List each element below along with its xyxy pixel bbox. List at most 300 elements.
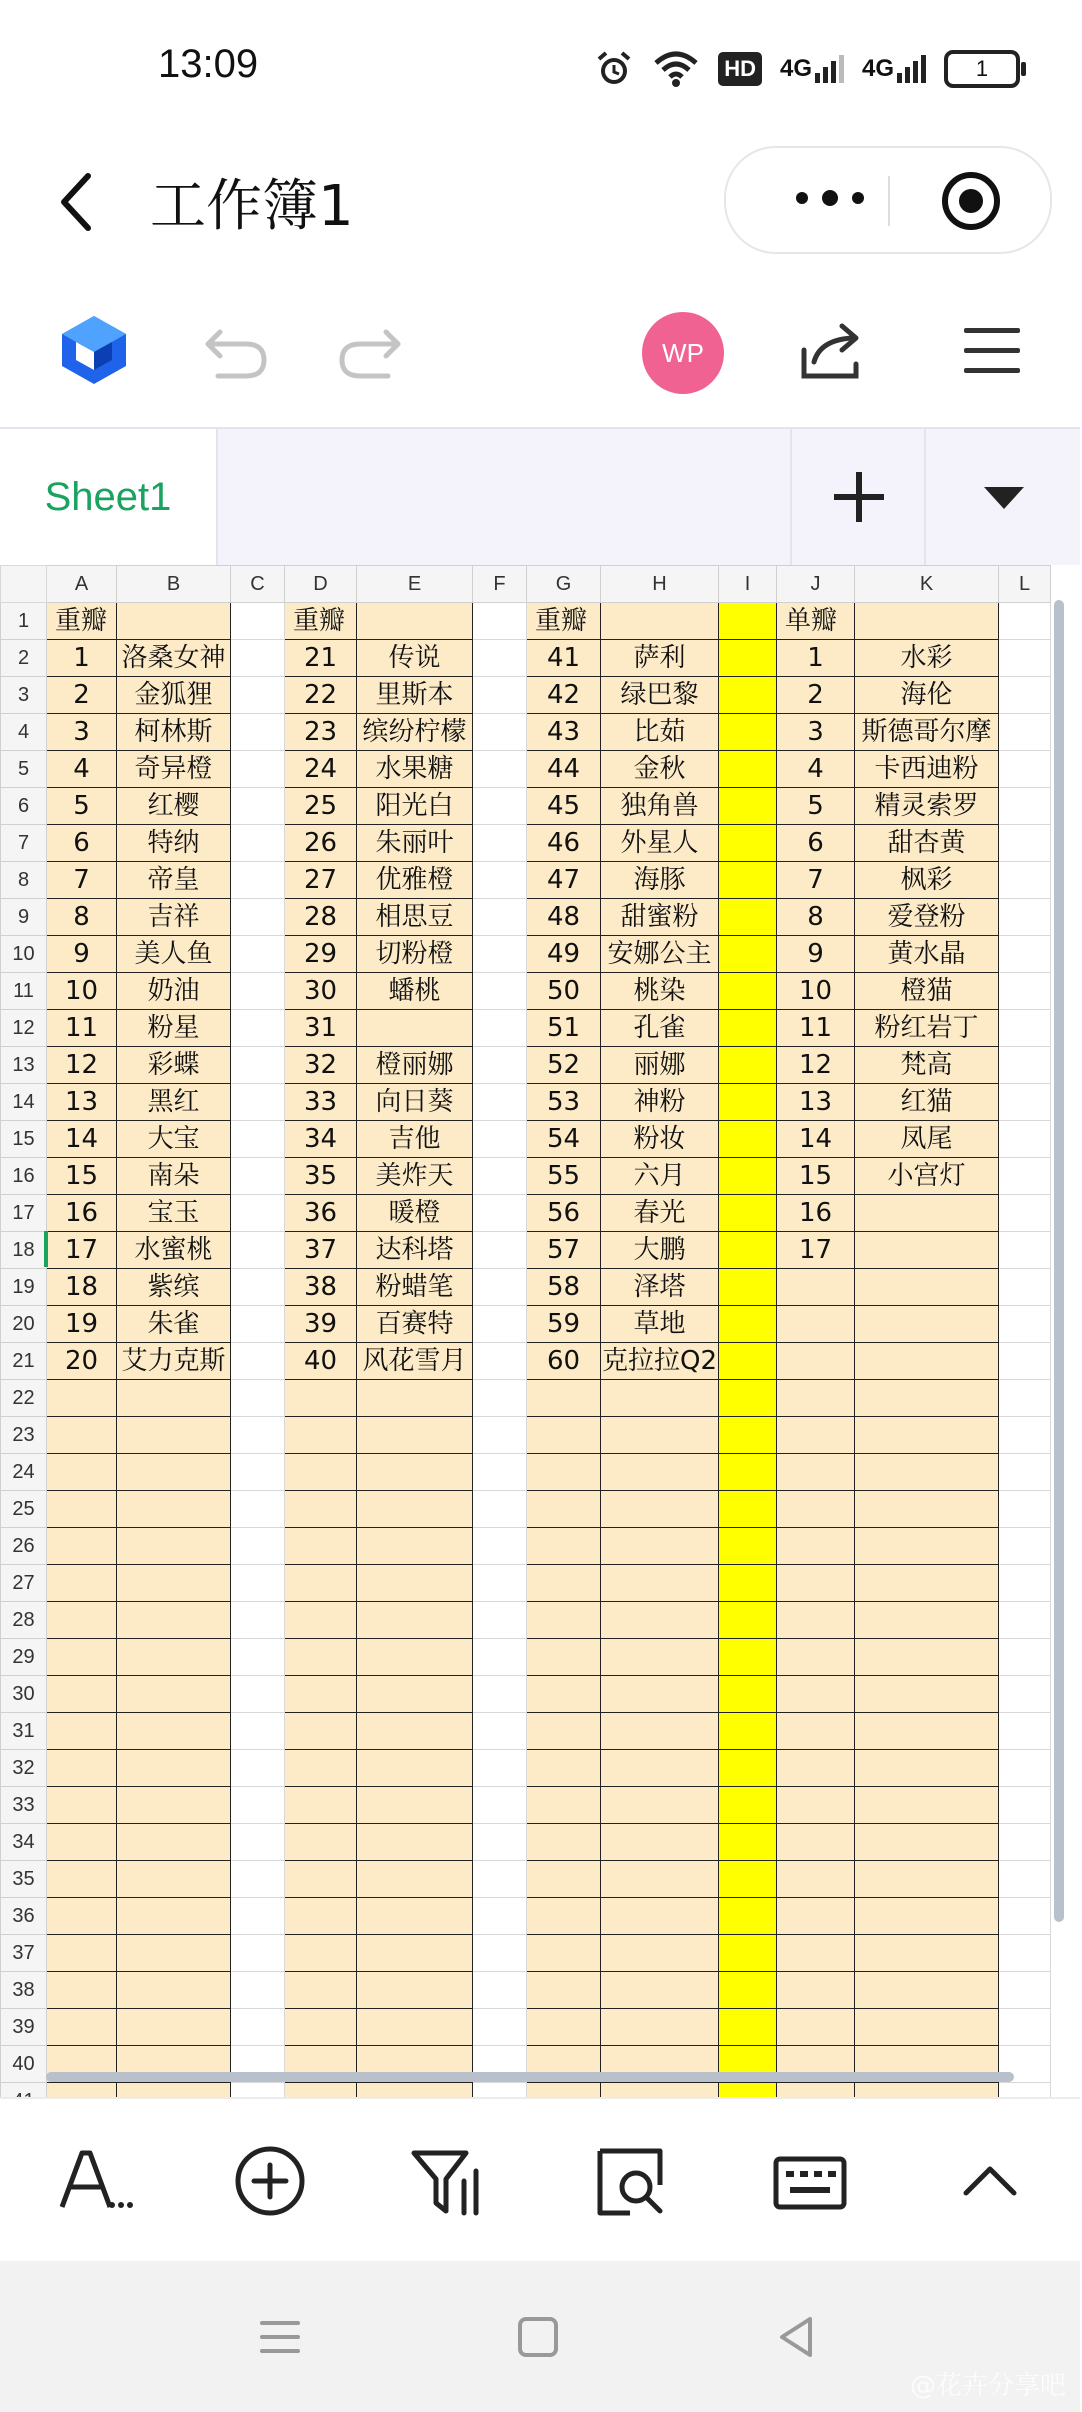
sheet-cell[interactable]: 6 bbox=[47, 825, 117, 862]
row-number[interactable]: 15 bbox=[1, 1121, 47, 1158]
sheet-cell[interactable] bbox=[357, 1454, 473, 1491]
sheet-cell[interactable]: 安娜公主 bbox=[601, 936, 719, 973]
sheet-cell[interactable]: 48 bbox=[527, 899, 601, 936]
sheet-cell[interactable] bbox=[777, 1972, 855, 2009]
row-number[interactable]: 24 bbox=[1, 1454, 47, 1491]
sheet-cell[interactable]: 60 bbox=[527, 1343, 601, 1380]
sheet-cell[interactable]: 10 bbox=[47, 973, 117, 1010]
row-number[interactable]: 21 bbox=[1, 1343, 47, 1380]
sheet-cell[interactable] bbox=[719, 1269, 777, 1306]
sheet-cell[interactable] bbox=[285, 1787, 357, 1824]
sheet-cell[interactable] bbox=[473, 973, 527, 1010]
sheet-cell[interactable] bbox=[601, 2009, 719, 2046]
sheet-cell[interactable]: 单瓣 bbox=[777, 603, 855, 640]
sheet-cell[interactable]: 紫缤 bbox=[117, 1269, 231, 1306]
sheet-cell[interactable]: 宝玉 bbox=[117, 1195, 231, 1232]
row-number[interactable]: 36 bbox=[1, 1898, 47, 1935]
sheet-cell[interactable] bbox=[285, 1639, 357, 1676]
row-number[interactable]: 37 bbox=[1, 1935, 47, 1972]
sheet-cell[interactable] bbox=[601, 1639, 719, 1676]
sheet-cell[interactable] bbox=[473, 825, 527, 862]
row-number[interactable]: 13 bbox=[1, 1047, 47, 1084]
sheet-cell[interactable] bbox=[601, 1787, 719, 1824]
sheet-cell[interactable] bbox=[357, 1750, 473, 1787]
sheet-cell[interactable] bbox=[999, 1602, 1051, 1639]
plus-circle-icon[interactable] bbox=[230, 2141, 310, 2221]
row-number[interactable]: 22 bbox=[1, 1380, 47, 1417]
sheet-cell[interactable] bbox=[855, 1602, 999, 1639]
sheet-cell[interactable] bbox=[527, 1824, 601, 1861]
sheet-cell[interactable] bbox=[117, 1713, 231, 1750]
sheet-cell[interactable] bbox=[117, 1639, 231, 1676]
sheet-cell[interactable]: 重瓣 bbox=[47, 603, 117, 640]
sheet-cell[interactable] bbox=[285, 1861, 357, 1898]
row-number[interactable]: 18 bbox=[1, 1232, 47, 1269]
sheet-cell[interactable] bbox=[231, 1010, 285, 1047]
sheet-cell[interactable] bbox=[719, 1047, 777, 1084]
sheet-cell[interactable] bbox=[777, 1454, 855, 1491]
sheet-cell[interactable] bbox=[719, 1084, 777, 1121]
sheet-cell[interactable] bbox=[999, 1047, 1051, 1084]
sheet-cell[interactable] bbox=[357, 1602, 473, 1639]
sheet-cell[interactable]: 精灵索罗 bbox=[855, 788, 999, 825]
row-number[interactable]: 33 bbox=[1, 1787, 47, 1824]
sheet-cell[interactable] bbox=[999, 1380, 1051, 1417]
sheet-cell[interactable] bbox=[999, 1491, 1051, 1528]
sheet-cell[interactable] bbox=[47, 1491, 117, 1528]
sheet-cell[interactable]: 24 bbox=[285, 751, 357, 788]
sheet-cell[interactable] bbox=[357, 1935, 473, 1972]
sheet-cell[interactable] bbox=[855, 603, 999, 640]
row-number[interactable]: 28 bbox=[1, 1602, 47, 1639]
recent-apps-icon[interactable] bbox=[252, 2309, 308, 2365]
sheet-cell[interactable] bbox=[855, 1750, 999, 1787]
sheet-cell[interactable] bbox=[473, 1232, 527, 1269]
sheet-cell[interactable]: 53 bbox=[527, 1084, 601, 1121]
sheet-cell[interactable]: 58 bbox=[527, 1269, 601, 1306]
sheet-cell[interactable] bbox=[473, 1676, 527, 1713]
sheet-cell[interactable] bbox=[855, 1898, 999, 1935]
sheet-cell[interactable] bbox=[601, 1750, 719, 1787]
sheet-cell[interactable] bbox=[601, 1972, 719, 2009]
sheet-cell[interactable]: 11 bbox=[777, 1010, 855, 1047]
sheet-cell[interactable] bbox=[285, 1750, 357, 1787]
row-number[interactable]: 20 bbox=[1, 1306, 47, 1343]
sheet-cell[interactable] bbox=[47, 1602, 117, 1639]
column-header[interactable]: E bbox=[357, 566, 473, 603]
sheet-cell[interactable] bbox=[527, 1602, 601, 1639]
sheet-cell[interactable] bbox=[473, 1972, 527, 2009]
sheet-cell[interactable]: 23 bbox=[285, 714, 357, 751]
sheet-cell[interactable] bbox=[601, 1565, 719, 1602]
sheet-cell[interactable]: 比茹 bbox=[601, 714, 719, 751]
sheet-cell[interactable]: 7 bbox=[47, 862, 117, 899]
sheet-cell[interactable]: 里斯本 bbox=[357, 677, 473, 714]
sheet-cell[interactable] bbox=[473, 1417, 527, 1454]
sheet-cell[interactable]: 5 bbox=[47, 788, 117, 825]
sheet-cell[interactable] bbox=[357, 1417, 473, 1454]
sheet-cell[interactable] bbox=[855, 1528, 999, 1565]
sheet-cell[interactable] bbox=[601, 1454, 719, 1491]
row-number[interactable]: 2 bbox=[1, 640, 47, 677]
sheet-cell[interactable] bbox=[601, 1528, 719, 1565]
sheet-cell[interactable] bbox=[777, 1602, 855, 1639]
sheet-cell[interactable] bbox=[527, 1861, 601, 1898]
sheet-cell[interactable]: 54 bbox=[527, 1121, 601, 1158]
sheet-cell[interactable] bbox=[527, 1491, 601, 1528]
sheet-cell[interactable] bbox=[719, 788, 777, 825]
text-format-icon[interactable] bbox=[54, 2141, 134, 2221]
sheet-cell[interactable] bbox=[285, 1454, 357, 1491]
sheet-cell[interactable] bbox=[777, 1750, 855, 1787]
sheet-cell[interactable]: 橙猫 bbox=[855, 973, 999, 1010]
sheet-cell[interactable] bbox=[473, 1380, 527, 1417]
sheet-cell[interactable] bbox=[473, 788, 527, 825]
sheet-cell[interactable] bbox=[719, 714, 777, 751]
sheet-cell[interactable]: 吉祥 bbox=[117, 899, 231, 936]
sheet-cell[interactable] bbox=[231, 714, 285, 751]
sheet-cell[interactable] bbox=[117, 1787, 231, 1824]
sheet-cell[interactable] bbox=[473, 2009, 527, 2046]
sheet-cell[interactable] bbox=[527, 1454, 601, 1491]
record-icon[interactable] bbox=[940, 170, 1002, 232]
sheet-cell[interactable]: 16 bbox=[47, 1195, 117, 1232]
sheet-cell[interactable] bbox=[855, 1713, 999, 1750]
sheet-cell[interactable] bbox=[231, 1232, 285, 1269]
sheet-cell[interactable]: 39 bbox=[285, 1306, 357, 1343]
sheet-cell[interactable] bbox=[527, 2009, 601, 2046]
sheet-cell[interactable] bbox=[357, 1824, 473, 1861]
sheet-cell[interactable] bbox=[601, 1380, 719, 1417]
sheet-cell[interactable] bbox=[231, 1343, 285, 1380]
sheet-cell[interactable] bbox=[473, 1121, 527, 1158]
sheet-cell[interactable] bbox=[719, 825, 777, 862]
sheet-cell[interactable] bbox=[473, 862, 527, 899]
sheet-cell[interactable] bbox=[719, 1306, 777, 1343]
sheet-cell[interactable] bbox=[855, 1824, 999, 1861]
row-number[interactable]: 1 bbox=[1, 603, 47, 640]
sheet-cell[interactable]: 42 bbox=[527, 677, 601, 714]
sheet-cell[interactable] bbox=[231, 936, 285, 973]
sheet-cell[interactable]: 33 bbox=[285, 1084, 357, 1121]
row-number[interactable]: 27 bbox=[1, 1565, 47, 1602]
sheet-cell[interactable]: 重瓣 bbox=[527, 603, 601, 640]
sheet-cell[interactable] bbox=[719, 899, 777, 936]
sheet-cell[interactable] bbox=[231, 1972, 285, 2009]
row-number[interactable]: 32 bbox=[1, 1750, 47, 1787]
sheet-cell[interactable] bbox=[999, 640, 1051, 677]
sheet-cell[interactable]: 14 bbox=[47, 1121, 117, 1158]
sheet-cell[interactable] bbox=[527, 1380, 601, 1417]
sheet-cell[interactable]: 海伦 bbox=[855, 677, 999, 714]
sheet-cell[interactable] bbox=[473, 677, 527, 714]
row-number[interactable]: 8 bbox=[1, 862, 47, 899]
sheet-cell[interactable] bbox=[231, 1565, 285, 1602]
row-number[interactable]: 38 bbox=[1, 1972, 47, 2009]
sheet-cell[interactable]: 4 bbox=[777, 751, 855, 788]
sheet-cell[interactable]: 17 bbox=[777, 1232, 855, 1269]
sheet-cell[interactable]: 洛桑女神 bbox=[117, 640, 231, 677]
sheet-cell[interactable] bbox=[777, 1898, 855, 1935]
sheet-cell[interactable] bbox=[527, 1972, 601, 2009]
sheet-cell[interactable] bbox=[719, 1972, 777, 2009]
sheet-cell[interactable] bbox=[855, 1232, 999, 1269]
sheet-cell[interactable] bbox=[231, 1084, 285, 1121]
sheet-cell[interactable] bbox=[777, 1639, 855, 1676]
row-number[interactable]: 17 bbox=[1, 1195, 47, 1232]
sheet-cell[interactable] bbox=[999, 1232, 1051, 1269]
row-number[interactable]: 35 bbox=[1, 1861, 47, 1898]
sheet-cell[interactable] bbox=[117, 1380, 231, 1417]
sheet-cell[interactable]: 粉红岩丁 bbox=[855, 1010, 999, 1047]
sheet-cell[interactable]: 12 bbox=[777, 1047, 855, 1084]
sheet-cell[interactable] bbox=[999, 1787, 1051, 1824]
sheet-cell[interactable]: 25 bbox=[285, 788, 357, 825]
undo-icon[interactable] bbox=[196, 310, 276, 390]
sheet-cell[interactable] bbox=[47, 1417, 117, 1454]
sheet-cell[interactable]: 柯林斯 bbox=[117, 714, 231, 751]
sheet-cell[interactable]: 27 bbox=[285, 862, 357, 899]
sheet-cell[interactable]: 4 bbox=[47, 751, 117, 788]
sheet-cell[interactable] bbox=[473, 899, 527, 936]
sheet-cell[interactable] bbox=[231, 1639, 285, 1676]
sheet-cell[interactable] bbox=[999, 1898, 1051, 1935]
sheet-cell[interactable]: 粉妆 bbox=[601, 1121, 719, 1158]
sheet-cell[interactable] bbox=[231, 973, 285, 1010]
sheet-cell[interactable] bbox=[473, 1898, 527, 1935]
sheet-cell[interactable] bbox=[719, 1528, 777, 1565]
sheet-cell[interactable] bbox=[999, 862, 1051, 899]
sheet-cell[interactable] bbox=[117, 1491, 231, 1528]
sheet-cell[interactable] bbox=[719, 1750, 777, 1787]
column-header[interactable]: G bbox=[527, 566, 601, 603]
row-number[interactable]: 31 bbox=[1, 1713, 47, 1750]
sheet-cell[interactable] bbox=[999, 1195, 1051, 1232]
column-header[interactable]: C bbox=[231, 566, 285, 603]
sheet-cell[interactable] bbox=[855, 1639, 999, 1676]
sheet-cell[interactable]: 阳光白 bbox=[357, 788, 473, 825]
sheet-cell[interactable] bbox=[231, 862, 285, 899]
sheet-cell[interactable]: 克拉拉Q2 bbox=[601, 1343, 719, 1380]
sheet-cell[interactable] bbox=[285, 1824, 357, 1861]
sheet-cell[interactable]: 1 bbox=[47, 640, 117, 677]
sheet-cell[interactable] bbox=[601, 1417, 719, 1454]
sheet-cell[interactable]: 21 bbox=[285, 640, 357, 677]
sheet-cell[interactable] bbox=[601, 1898, 719, 1935]
sheet-cell[interactable]: 美人鱼 bbox=[117, 936, 231, 973]
sheet-cell[interactable] bbox=[999, 1639, 1051, 1676]
sheet-cell[interactable] bbox=[601, 1602, 719, 1639]
sheet-cell[interactable] bbox=[357, 1676, 473, 1713]
sheet-cell[interactable] bbox=[117, 1824, 231, 1861]
sheet-cell[interactable]: 风花雪月 bbox=[357, 1343, 473, 1380]
sheet-cell[interactable]: 2 bbox=[47, 677, 117, 714]
sheet-cell[interactable] bbox=[719, 603, 777, 640]
filter-sort-icon[interactable] bbox=[408, 2141, 488, 2221]
sheet-cell[interactable] bbox=[231, 1417, 285, 1454]
sheet-cell[interactable] bbox=[999, 1528, 1051, 1565]
sheet-cell[interactable] bbox=[855, 1787, 999, 1824]
sheet-cell[interactable] bbox=[47, 2009, 117, 2046]
sheet-cell[interactable] bbox=[231, 1306, 285, 1343]
sheet-cell[interactable] bbox=[231, 1047, 285, 1084]
sheet-cell[interactable] bbox=[777, 1935, 855, 1972]
sheet-cell[interactable] bbox=[231, 1861, 285, 1898]
sheet-cell[interactable] bbox=[527, 1898, 601, 1935]
sheet-cell[interactable] bbox=[117, 603, 231, 640]
row-number[interactable]: 3 bbox=[1, 677, 47, 714]
sheet-cell[interactable] bbox=[231, 751, 285, 788]
sheet-cell[interactable] bbox=[231, 1158, 285, 1195]
sheet-cell[interactable]: 丽娜 bbox=[601, 1047, 719, 1084]
sheet-cell[interactable]: 萨利 bbox=[601, 640, 719, 677]
sheet-cell[interactable] bbox=[231, 1676, 285, 1713]
sheet-cell[interactable] bbox=[285, 1417, 357, 1454]
sheet-cell[interactable]: 36 bbox=[285, 1195, 357, 1232]
sheet-cell[interactable] bbox=[231, 1454, 285, 1491]
sheet-cell[interactable] bbox=[999, 1010, 1051, 1047]
sheet-cell[interactable]: 神粉 bbox=[601, 1084, 719, 1121]
sheet-cell[interactable] bbox=[719, 1676, 777, 1713]
row-number[interactable]: 40 bbox=[1, 2046, 47, 2083]
sheet-cell[interactable] bbox=[777, 1417, 855, 1454]
sheet-cell[interactable] bbox=[999, 1269, 1051, 1306]
sheet-cell[interactable] bbox=[719, 1491, 777, 1528]
sheet-cell[interactable]: 斯德哥尔摩 bbox=[855, 714, 999, 751]
sheet-cell[interactable] bbox=[719, 1935, 777, 1972]
sheet-cell[interactable] bbox=[47, 1565, 117, 1602]
sheet-cell[interactable]: 相思豆 bbox=[357, 899, 473, 936]
sheet-cell[interactable] bbox=[719, 1158, 777, 1195]
sheet-cell[interactable] bbox=[473, 751, 527, 788]
more-dots-icon[interactable] bbox=[780, 178, 880, 218]
sheet-cell[interactable] bbox=[855, 1343, 999, 1380]
sheet-cell[interactable] bbox=[855, 1861, 999, 1898]
sheet-cell[interactable] bbox=[47, 1528, 117, 1565]
sheet-cell[interactable]: 44 bbox=[527, 751, 601, 788]
sheet-cell[interactable] bbox=[719, 1639, 777, 1676]
sheet-cell[interactable] bbox=[999, 714, 1051, 751]
sheet-cell[interactable]: 甜杏黄 bbox=[855, 825, 999, 862]
sheet-cell[interactable] bbox=[47, 1861, 117, 1898]
row-number[interactable]: 39 bbox=[1, 2009, 47, 2046]
sheet-cell[interactable]: 朱丽叶 bbox=[357, 825, 473, 862]
sheet-cell[interactable] bbox=[231, 1750, 285, 1787]
sheet-cell[interactable] bbox=[473, 1306, 527, 1343]
row-number[interactable]: 14 bbox=[1, 1084, 47, 1121]
sheet-cell[interactable]: 56 bbox=[527, 1195, 601, 1232]
sheet-cell[interactable] bbox=[855, 1195, 999, 1232]
sheet-cell[interactable] bbox=[999, 1750, 1051, 1787]
sheet-cell[interactable]: 水彩 bbox=[855, 640, 999, 677]
sheet-cell[interactable] bbox=[999, 751, 1051, 788]
vertical-scrollbar[interactable] bbox=[1054, 600, 1064, 1922]
sheet-cell[interactable] bbox=[285, 1380, 357, 1417]
sheet-cell[interactable] bbox=[231, 1602, 285, 1639]
sheet-cell[interactable]: 春光 bbox=[601, 1195, 719, 1232]
sheet-cell[interactable] bbox=[47, 1972, 117, 2009]
sheet-cell[interactable] bbox=[999, 1343, 1051, 1380]
sheet-cell[interactable] bbox=[777, 1565, 855, 1602]
sheet-cell[interactable] bbox=[719, 973, 777, 1010]
sheet-cell[interactable]: 奶油 bbox=[117, 973, 231, 1010]
row-number[interactable]: 26 bbox=[1, 1528, 47, 1565]
sheet-cell[interactable] bbox=[999, 973, 1051, 1010]
sheet-cell[interactable] bbox=[777, 1343, 855, 1380]
sheet-cell[interactable]: 13 bbox=[47, 1084, 117, 1121]
sheet-cell[interactable]: 南朵 bbox=[117, 1158, 231, 1195]
user-avatar[interactable]: WP bbox=[642, 312, 724, 394]
sheet-cell[interactable] bbox=[473, 1491, 527, 1528]
sheet-cell[interactable] bbox=[527, 1676, 601, 1713]
sheet-cell[interactable]: 卡西迪粉 bbox=[855, 751, 999, 788]
sheet-cell[interactable] bbox=[473, 1824, 527, 1861]
sheet-cell[interactable] bbox=[719, 2009, 777, 2046]
sheet-cell[interactable]: 9 bbox=[777, 936, 855, 973]
sheet-cell[interactable]: 32 bbox=[285, 1047, 357, 1084]
sheet-cell[interactable] bbox=[473, 603, 527, 640]
sheet-cell[interactable] bbox=[527, 1713, 601, 1750]
sheet-cell[interactable] bbox=[231, 640, 285, 677]
sheet-cell[interactable] bbox=[357, 1528, 473, 1565]
sheet-cell[interactable]: 29 bbox=[285, 936, 357, 973]
chevron-left-icon[interactable] bbox=[48, 162, 108, 242]
sheet-cell[interactable] bbox=[999, 603, 1051, 640]
sheet-cell[interactable] bbox=[999, 1306, 1051, 1343]
sheet-cell[interactable]: 红樱 bbox=[117, 788, 231, 825]
sheet-cell[interactable]: 41 bbox=[527, 640, 601, 677]
sheet-cell[interactable]: 13 bbox=[777, 1084, 855, 1121]
sheet-cell[interactable]: 外星人 bbox=[601, 825, 719, 862]
sheet-cell[interactable] bbox=[777, 1380, 855, 1417]
sheet-cell[interactable]: 17 bbox=[47, 1232, 117, 1269]
sheet-cell[interactable]: 甜蜜粉 bbox=[601, 899, 719, 936]
sheet-cell[interactable]: 51 bbox=[527, 1010, 601, 1047]
sheet-cell[interactable] bbox=[47, 1676, 117, 1713]
sheet-cell[interactable]: 绿巴黎 bbox=[601, 677, 719, 714]
sheet-cell[interactable] bbox=[777, 1861, 855, 1898]
sheet-cell[interactable]: 31 bbox=[285, 1010, 357, 1047]
sheet-cell[interactable] bbox=[231, 1935, 285, 1972]
sheet-cell[interactable]: 独角兽 bbox=[601, 788, 719, 825]
sheet-cell[interactable]: 35 bbox=[285, 1158, 357, 1195]
sheet-cell[interactable] bbox=[47, 1713, 117, 1750]
sheet-cell[interactable]: 草地 bbox=[601, 1306, 719, 1343]
sheet-cell[interactable] bbox=[473, 1343, 527, 1380]
sheet-cell[interactable] bbox=[999, 1084, 1051, 1121]
chevron-up-icon[interactable] bbox=[950, 2141, 1030, 2221]
sheet-cell[interactable] bbox=[231, 1380, 285, 1417]
sheet-cell[interactable] bbox=[473, 1639, 527, 1676]
sheet-cell[interactable] bbox=[357, 2009, 473, 2046]
sheet-cell[interactable]: 梵高 bbox=[855, 1047, 999, 1084]
sheet-cell[interactable]: 金狐狸 bbox=[117, 677, 231, 714]
sheet-cell[interactable] bbox=[855, 1676, 999, 1713]
sheet-cell[interactable]: 37 bbox=[285, 1232, 357, 1269]
sheet-cell[interactable] bbox=[719, 936, 777, 973]
row-number[interactable]: 34 bbox=[1, 1824, 47, 1861]
sheet-cell[interactable]: 43 bbox=[527, 714, 601, 751]
sheet-cell[interactable]: 凤尾 bbox=[855, 1121, 999, 1158]
sheet-cell[interactable] bbox=[231, 1121, 285, 1158]
sheet-cell[interactable] bbox=[527, 1528, 601, 1565]
sheet-cell[interactable]: 黄水晶 bbox=[855, 936, 999, 973]
search-doc-icon[interactable] bbox=[590, 2141, 670, 2221]
sheet-cell[interactable] bbox=[117, 1972, 231, 2009]
sheet-cell[interactable] bbox=[777, 1824, 855, 1861]
sheet-cell[interactable] bbox=[473, 1269, 527, 1306]
sheet-cell[interactable]: 7 bbox=[777, 862, 855, 899]
